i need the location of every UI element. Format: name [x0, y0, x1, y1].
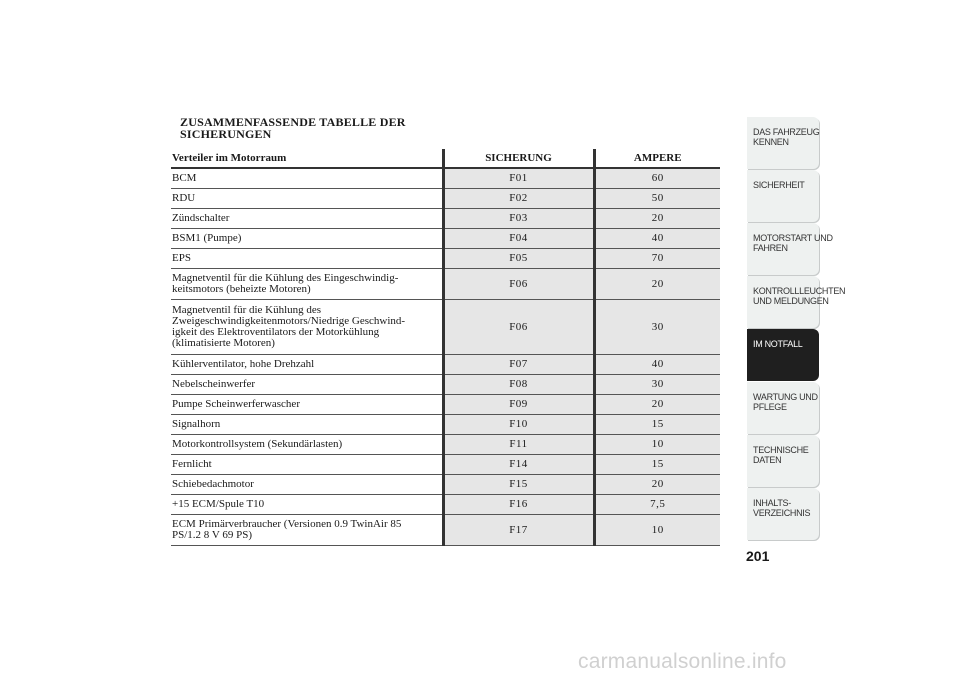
- fuse-description-line: BCM: [172, 172, 197, 184]
- fuse-id: F02: [443, 189, 594, 209]
- table-row: [171, 168, 720, 189]
- fuse-description-line: BSM1 (Pumpe): [172, 232, 242, 244]
- fuse-id: F05: [443, 249, 594, 269]
- chapter-tab[interactable]: [747, 382, 819, 434]
- fuse-description: [171, 209, 443, 229]
- fuse-ampere: 50: [594, 189, 720, 209]
- fuse-description: [171, 495, 443, 515]
- header-distributor: Verteiler im Motorraum: [171, 149, 443, 168]
- fuse-table: [171, 149, 720, 546]
- fuse-description: [171, 515, 443, 546]
- fuse-id: F11: [443, 435, 594, 455]
- fuse-id: F06: [443, 269, 594, 300]
- table-row: [171, 229, 720, 249]
- fuse-ampere: 10: [594, 435, 720, 455]
- fuse-ampere: 15: [594, 455, 720, 475]
- fuse-ampere: 20: [594, 269, 720, 300]
- table-row: [171, 415, 720, 435]
- fuse-description-line: Signalhorn: [172, 418, 221, 430]
- section-title-line: SICHERUNGEN: [180, 127, 272, 141]
- fuse-id: F07: [443, 355, 594, 375]
- fuse-ampere: 15: [594, 415, 720, 435]
- fuse-id: F09: [443, 395, 594, 415]
- table-row: [171, 495, 720, 515]
- fuse-ampere: 20: [594, 475, 720, 495]
- chapter-tab[interactable]: [747, 488, 819, 540]
- header-fuse: SICHERUNG: [443, 149, 594, 168]
- fuse-description: [171, 269, 443, 300]
- chapter-tab-label: PFLEGE: [753, 402, 787, 412]
- fuse-description: [171, 455, 443, 475]
- fuse-ampere: 30: [594, 375, 720, 395]
- fuse-description-line: Kühlerventilator, hohe Drehzahl: [172, 358, 315, 370]
- table-row: [171, 209, 720, 229]
- fuse-ampere: 40: [594, 229, 720, 249]
- table-row: [171, 300, 720, 355]
- chapter-tab-label: DATEN: [753, 455, 782, 465]
- fuse-id: F08: [443, 375, 594, 395]
- fuse-id: F06: [443, 300, 594, 355]
- fuse-description-line: (klimatisierte Motoren): [172, 337, 275, 349]
- fuse-ampere: 60: [594, 168, 720, 189]
- chapter-tab-label: KENNEN: [753, 137, 789, 147]
- table-row: [171, 395, 720, 415]
- fuse-description-line: Schiebedachmotor: [172, 478, 254, 490]
- fuse-description: [171, 435, 443, 455]
- fuse-description-line: RDU: [172, 192, 196, 204]
- fuse-id: F16: [443, 495, 594, 515]
- chapter-tab-label: IM NOTFALL: [753, 339, 803, 349]
- fuse-id: F04: [443, 229, 594, 249]
- fuse-description: [171, 355, 443, 375]
- fuse-table-body: [171, 168, 720, 546]
- chapter-tab[interactable]: [747, 435, 819, 487]
- fuse-id: F10: [443, 415, 594, 435]
- fuse-description-line: Nebelscheinwerfer: [172, 378, 256, 390]
- watermark-text: carmanualsonline.info: [578, 650, 787, 673]
- chapter-tab-label: KONTROLLLEUCHTEN: [753, 286, 846, 296]
- fuse-id: F03: [443, 209, 594, 229]
- fuse-description-line: PS/1.2 8 V 69 PS): [172, 529, 252, 541]
- fuse-description: [171, 415, 443, 435]
- fuse-description-line: Fernlicht: [172, 458, 212, 470]
- chapter-tab-label: WARTUNG UND: [753, 392, 818, 402]
- fuse-ampere: 7,5: [594, 495, 720, 515]
- fuse-id: F01: [443, 168, 594, 189]
- chapter-tab-label: INHALTS-: [753, 498, 791, 508]
- chapter-tab[interactable]: [747, 276, 846, 328]
- chapter-tab[interactable]: [747, 170, 819, 222]
- header-ampere: AMPERE: [594, 149, 720, 168]
- fuse-description: [171, 229, 443, 249]
- fuse-description: [171, 168, 443, 189]
- fuse-description: [171, 395, 443, 415]
- fuse-description-line: Pumpe Scheinwerferwascher: [172, 398, 300, 410]
- table-row: [171, 515, 720, 546]
- fuse-description: [171, 189, 443, 209]
- table-row: [171, 355, 720, 375]
- table-row: [171, 269, 720, 300]
- fuse-description-line: Zweigeschwindigkeitenmotors/Niedrige Geschwind-: [172, 315, 406, 327]
- fuse-ampere: 30: [594, 300, 720, 355]
- chapter-tabs: [747, 117, 846, 541]
- fuse-description: [171, 475, 443, 495]
- fuse-description: [171, 249, 443, 269]
- chapter-tab-label: DAS FAHRZEUG: [753, 127, 820, 137]
- table-row: [171, 375, 720, 395]
- fuse-description-line: Motorkontrollsystem (Sekundärlasten): [172, 438, 343, 450]
- section-title-line: ZUSAMMENFASSENDE TABELLE DER: [180, 115, 406, 129]
- chapter-tab[interactable]: [747, 223, 833, 275]
- fuse-description-line: Magnetventil für die Kühlung des: [172, 304, 322, 316]
- chapter-tab-label: SICHERHEIT: [753, 180, 805, 190]
- chapter-tab-label: FAHREN: [753, 243, 788, 253]
- fuse-id: F15: [443, 475, 594, 495]
- page-number: 201: [746, 548, 770, 564]
- fuse-description-line: EPS: [172, 252, 191, 264]
- chapter-tab[interactable]: [747, 117, 819, 169]
- table-row: [171, 455, 720, 475]
- fuse-description-line: Magnetventil für die Kühlung des Eingeschwindig-: [172, 272, 399, 284]
- fuse-ampere: 40: [594, 355, 720, 375]
- fuse-ampere: 20: [594, 209, 720, 229]
- fuse-id: F17: [443, 515, 594, 546]
- fuse-id: F14: [443, 455, 594, 475]
- table-row: [171, 189, 720, 209]
- chapter-tab-label: UND MELDUNGEN: [753, 296, 829, 306]
- fuse-ampere: 70: [594, 249, 720, 269]
- section-title: [180, 116, 406, 140]
- chapter-tab-label: TECHNISCHE: [753, 445, 809, 455]
- fuse-ampere: 10: [594, 515, 720, 546]
- table-row: [171, 249, 720, 269]
- chapter-tab[interactable]: [747, 329, 819, 381]
- fuse-description: [171, 375, 443, 395]
- table-header-row: [171, 149, 720, 168]
- fuse-description-line: Zündschalter: [172, 212, 230, 224]
- chapter-tab-label: VERZEICHNIS: [753, 508, 811, 518]
- fuse-description-line: keitsmotors (beheizte Motoren): [172, 283, 311, 295]
- table-row: [171, 475, 720, 495]
- fuse-description-line: ECM Primärverbraucher (Versionen 0.9 TwinAir 85: [172, 518, 402, 530]
- fuse-description-line: igkeit des Elektroventilators der Motorkühlung: [172, 326, 380, 338]
- fuse-description-line: +15 ECM/Spule T10: [172, 498, 265, 510]
- chapter-tab-label: MOTORSTART UND: [753, 233, 833, 243]
- table-row: [171, 435, 720, 455]
- fuse-ampere: 20: [594, 395, 720, 415]
- fuse-description: [171, 300, 443, 355]
